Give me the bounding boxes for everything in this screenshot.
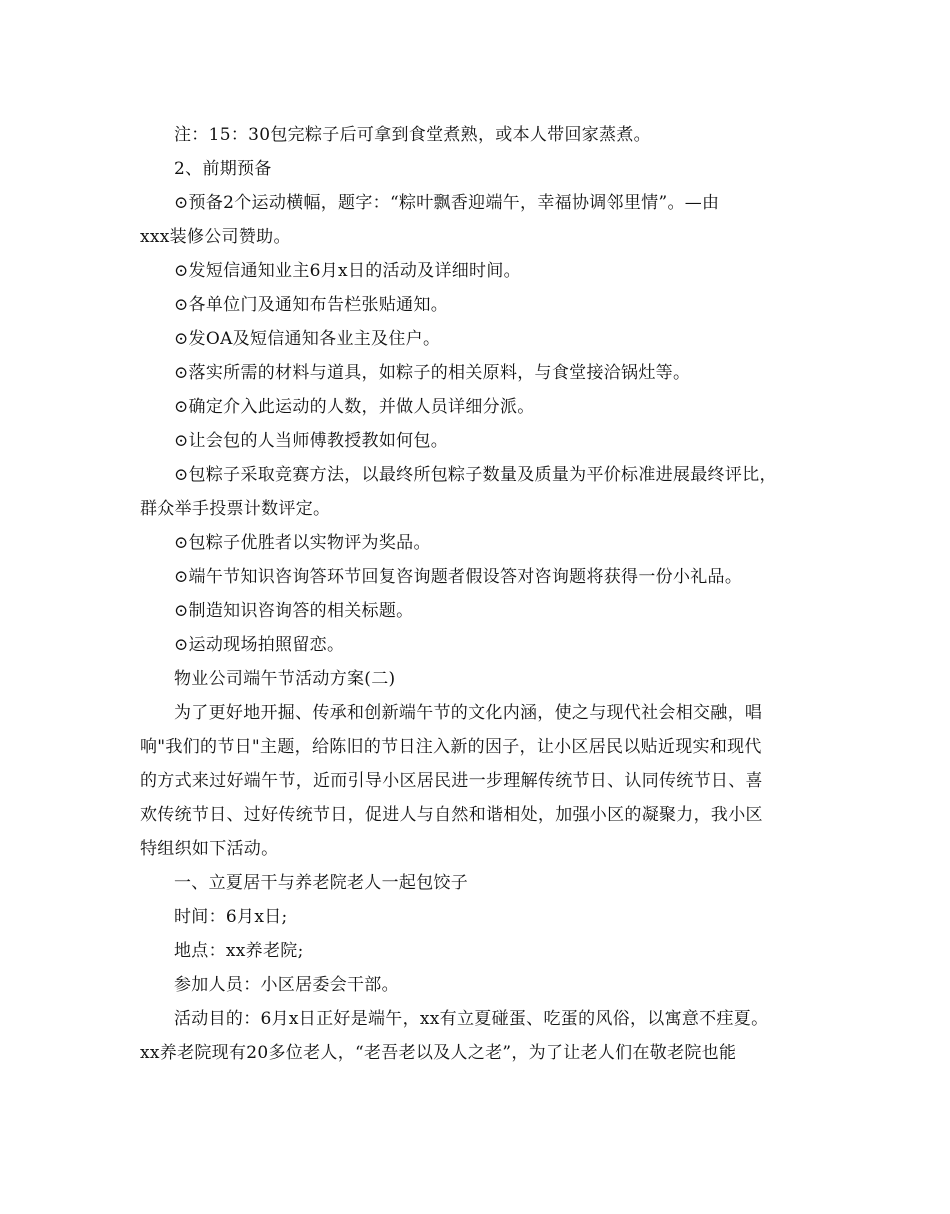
section-heading-preparation: 2、前期预备: [174, 159, 272, 179]
activity-participants: 参加人员：小区居委会干部。: [174, 975, 399, 995]
bullet-board-notice: ⊙各单位门及通知布告栏张贴通知。: [174, 295, 449, 315]
document-body: [140, 118, 830, 1070]
activity-purpose-line-2: xx养老院现有20多位老人，“老吾老以及人之老”，为了让老人们在敬老院也能: [140, 1043, 737, 1063]
intro-paragraph-line-1: 为了更好地开掘、传承和创新端午节的文化内涵，使之与现代社会相交融，唱: [174, 703, 763, 723]
bullet-teaching: ⊙让会包的人当师傅教授教如何包。: [174, 431, 449, 451]
intro-paragraph-line-2: 响"我们的节日"主题，给陈旧的节日注入新的因子，让小区居民以贴近现实和现代: [140, 737, 762, 757]
intro-paragraph-line-5: 特组织如下活动。: [140, 839, 279, 859]
bullet-competition-continued: 群众举手投票计数评定。: [140, 499, 331, 519]
intro-paragraph-line-3: 的方式来过好端午节，近而引导小区居民进一步理解传统节日、认同传统节日、喜: [140, 771, 763, 791]
activity-location: 地点：xx养老院;: [174, 941, 304, 961]
bullet-staffing: ⊙确定介入此运动的人数，并做人员详细分派。: [174, 397, 535, 417]
activity-purpose-line-1: 活动目的：6月x日正好是端午，xx有立夏碰蛋、吃蛋的风俗，以寓意不疰夏。: [174, 1009, 769, 1029]
intro-paragraph-line-4: 欢传统节日、过好传统节日，促进人与自然和谐相处，加强小区的凝聚力，我小区: [140, 805, 763, 825]
bullet-banner: ⊙预备2个运动横幅，题字：“粽叶飘香迎端午，幸福协调邻里情”。—由: [174, 193, 720, 213]
activity-time: 时间：6月x日;: [174, 907, 288, 927]
bullet-quiz-questions: ⊙制造知识咨询答的相关标题。: [174, 601, 414, 621]
bullet-photos: ⊙运动现场拍照留恋。: [174, 635, 345, 655]
bullet-quiz: ⊙端午节知识咨询答环节回复咨询题者假设答对咨询题将获得一份小礼品。: [174, 567, 743, 587]
note-line: 注：15：30包完粽子后可拿到食堂煮熟，或本人带回家蒸煮。: [174, 125, 651, 145]
plan-two-title: 物业公司端午节活动方案(二): [174, 669, 396, 689]
bullet-competition: ⊙包粽子采取竞赛方法，以最终所包粽子数量及质量为平价标准进展最终评比，: [174, 465, 777, 485]
bullet-oa-notice: ⊙发OA及短信通知各业主及住户。: [174, 329, 441, 349]
bullet-materials: ⊙落实所需的材料与道具，如粽子的相关原料，与食堂接洽锅灶等。: [174, 363, 691, 383]
bullet-prize: ⊙包粽子优胜者以实物评为奖品。: [174, 533, 431, 553]
bullet-banner-continued: xxx装修公司赞助。: [140, 227, 291, 247]
bullet-sms-notice: ⊙发短信通知业主6月x日的活动及详细时间。: [174, 261, 521, 281]
activity-one-heading: 一、立夏居干与养老院老人一起包饺子: [174, 873, 469, 893]
